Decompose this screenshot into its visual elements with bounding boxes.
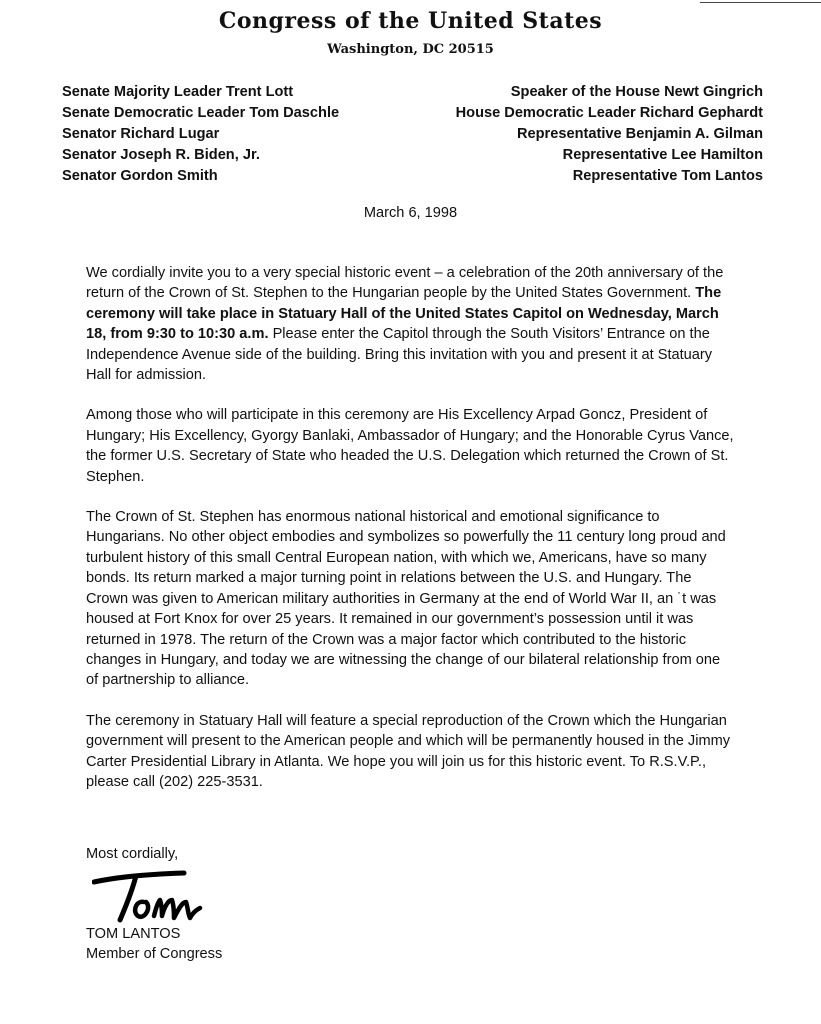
sender-name: Senator Gordon Smith — [62, 168, 218, 184]
sender-name: Senator Richard Lugar — [62, 126, 220, 142]
sender-name: Representative Benjamin A. Gilman — [516, 126, 763, 142]
senders-right-column — [456, 82, 763, 187]
letter-body — [86, 263, 736, 812]
signer-block — [86, 924, 222, 964]
letterhead-address: Washington, DC 20515 — [327, 42, 494, 57]
top-edge-rule — [700, 2, 821, 3]
letterhead — [0, 8, 821, 57]
paragraph-participants: Among those who will participate in this ceremony are His Excellency Arpad Goncz, President of Hungary; His Excellency, Gyorgy Banlaki, Ambassador of Hungary; and the Honorable Cyrus Vance, the former U.S. Secretary of State who headed the U.S. Delegation which returned the Crown of St. Stephen. — [86, 407, 734, 485]
sender-name: Speaker of the House Newt Gingrich — [510, 84, 763, 100]
sender-name: Senate Democratic Leader Tom Daschle — [62, 105, 340, 121]
sender-name: Representative Tom Lantos — [572, 168, 763, 184]
paragraph-text: Please enter the Capitol through the South Visitors’ Entrance on the Independence Avenue side of the building. Bring this invitation with you and present it at Statuary Hall for admission. — [86, 326, 713, 384]
signature-drawing — [92, 866, 222, 928]
sender-name: Representative Lee Hamilton — [562, 147, 763, 163]
letter-date: March 6, 1998 — [363, 205, 458, 221]
paragraph-significance: The Crown of St. Stephen has enormous national historical and emotional significance to Hungarians. No other object embodies and symbolizes so powerfully the 11 century long proud and turbulent history of this small Central European nation, with which we, Americans, have so many bonds. Its return marked a major turning point in relations between the U.S. and Hungary. The Crown was given to American military authorities in Germany at the end of World War II, an ˙t was housed at Fort Knox for over 25 years. It remained in our government’s possession until it was returned in 1978. The return of the Crown was a major factor which contributed to the historic changes in Hungary, and today we are witnessing the change of our bilateral relationship from one of partnership to alliance. — [86, 509, 726, 689]
paragraph-text: We cordially invite you to a very special historic event – a celebration of the 20th anniversary of the return of the Crown of St. Stephen to the Hungarian people by the United States Government. — [86, 265, 724, 302]
sender-name: Senator Joseph R. Biden, Jr. — [62, 147, 260, 163]
sender-name: House Democratic Leader Richard Gephardt — [455, 105, 763, 121]
closing: Most cordially, — [86, 846, 179, 862]
signer-name: TOM LANTOS — [86, 926, 181, 942]
paragraph-bold-text: The ceremony will take place in Statuary Hall of the United States Capitol on Wednesday, March 18, from 9:30 to 10:30 a.m. — [86, 285, 722, 343]
letterhead-title: Congress of the United States — [218, 8, 603, 34]
senders-left-column — [62, 82, 339, 187]
handwritten-signature — [92, 866, 222, 933]
paragraph-invitation — [86, 263, 736, 385]
paragraph-ceremony: The ceremony in Statuary Hall will feature a special reproduction of the Crown which the Hungarian government will present to the American people and which will be permanently housed in the Jimmy Carter Presidential Library in Atlanta. We hope you will join us for this historic event. To R.S.V.P., please call (202) 225-3531. — [86, 712, 731, 790]
sender-name: Senate Majority Leader Trent Lott — [62, 84, 294, 100]
signer-title: Member of Congress — [86, 946, 223, 962]
